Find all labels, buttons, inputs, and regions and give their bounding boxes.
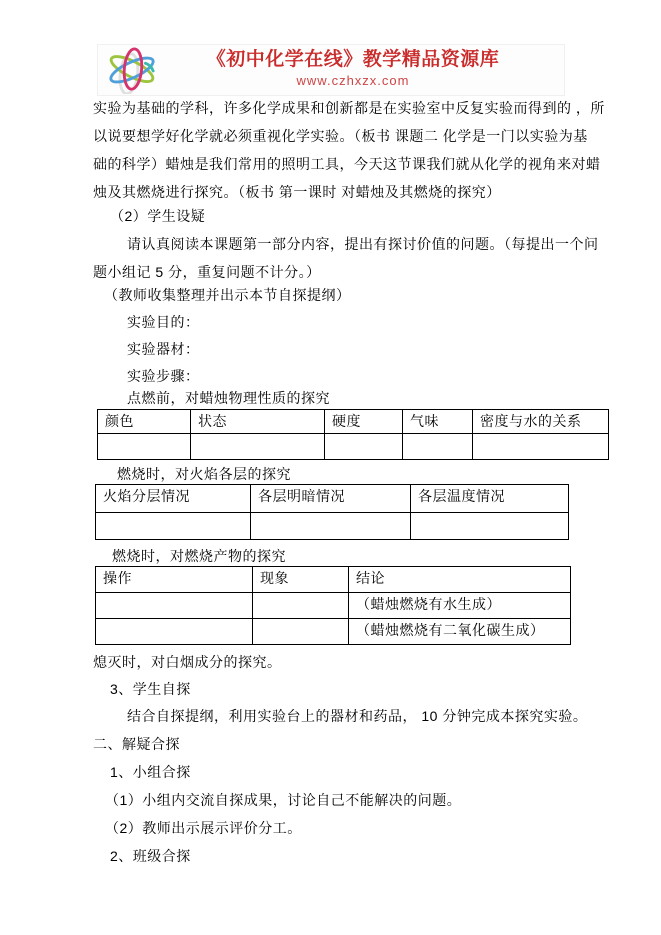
site-title: 《初中化学在线》教学精品资源库 xyxy=(206,49,500,70)
empty-cell xyxy=(473,434,609,460)
table-header-cell: 火焰分层情况 xyxy=(96,485,251,513)
empty-cell xyxy=(411,513,569,540)
conclusion-cell: （蜡烛燃烧有水生成） xyxy=(349,593,571,619)
note-teacher-collects: （教师收集整理并出示本节自探提纲） xyxy=(104,287,351,303)
label-experiment-steps: 实验步骤： xyxy=(127,368,200,384)
heading-class-exploration: 2、班级合探 xyxy=(110,848,191,864)
label-experiment-purpose: 实验目的： xyxy=(127,314,200,330)
empty-cell xyxy=(403,434,473,460)
site-url: www.czhxzx.com xyxy=(296,73,410,88)
paragraph-line: 以说要想学好化学就必须重视化学实验。（板书 课题二 化学是一门以实验为基 xyxy=(93,128,588,144)
paragraph-line: 结合自探提纲，利用实验台上的器材和药品， 10 分钟完成本探究实验。 xyxy=(127,708,588,724)
table-header-cell: 现象 xyxy=(253,567,349,593)
empty-cell xyxy=(96,593,253,619)
heading-student-self-exploration: 3、学生自探 xyxy=(110,681,191,697)
paragraph-line: 题小组记 5 分，重复问题不计分。） xyxy=(93,264,321,280)
conclusion-cell: （蜡烛燃烧有二氧化碳生成） xyxy=(349,619,571,645)
empty-cell xyxy=(253,619,349,645)
heading-student-questioning: （2）学生设疑 xyxy=(110,208,206,224)
table-header-cell: 密度与水的关系 xyxy=(473,410,609,434)
empty-cell xyxy=(251,513,411,540)
atom-logo-icon xyxy=(103,46,161,94)
empty-cell xyxy=(325,434,403,460)
heading-group-exploration: 1、小组合探 xyxy=(110,764,191,780)
caption-extinguish-smoke: 熄灭时，对白烟成分的探究。 xyxy=(93,654,282,670)
label-experiment-equipment: 实验器材： xyxy=(127,341,200,357)
header-text-block xyxy=(168,48,538,90)
paragraph-line: 请认真阅读本课题第一部分内容，提出有探讨价值的问题。（每提出一个问 xyxy=(127,236,599,252)
table-header-cell: 状态 xyxy=(191,410,325,434)
table-header-cell: 结论 xyxy=(349,567,571,593)
paragraph-line: 实验为基础的学科，许多化学成果和创新都是在实验室中反复实验而得到的 ，所 xyxy=(93,100,605,116)
table-header-cell: 各层明暗情况 xyxy=(251,485,411,513)
combustion-products-table xyxy=(95,566,571,645)
empty-cell xyxy=(253,593,349,619)
caption-flame-layers: 燃烧时，对火焰各层的探究 xyxy=(117,466,291,482)
empty-cell xyxy=(96,619,253,645)
flame-layers-table xyxy=(95,484,569,540)
site-header xyxy=(97,44,565,96)
heading-section-two: 二、解疑合探 xyxy=(93,736,180,752)
caption-combustion-products: 燃烧时，对燃烧产物的探究 xyxy=(112,548,286,564)
empty-cell xyxy=(191,434,325,460)
table-header-cell: 各层温度情况 xyxy=(411,485,569,513)
list-item: （2）教师出示展示评价分工。 xyxy=(105,820,302,836)
paragraph-line: 烛及其燃烧进行探究。（板书 第一课时 对蜡烛及其燃烧的探究） xyxy=(93,184,501,200)
empty-cell xyxy=(98,434,191,460)
table-header-cell: 气味 xyxy=(403,410,473,434)
paragraph-line: 础的科学）蜡烛是我们常用的照明工具，今天这节课我们就从化学的视角来对蜡 xyxy=(93,156,601,172)
physical-properties-table xyxy=(97,409,609,460)
table-header-cell: 硬度 xyxy=(325,410,403,434)
empty-cell xyxy=(96,513,251,540)
caption-before-lighting: 点燃前，对蜡烛物理性质的探究 xyxy=(127,390,330,406)
list-item: （1）小组内交流自探成果，讨论自己不能解决的问题。 xyxy=(105,792,462,808)
table-header-cell: 颜色 xyxy=(98,410,191,434)
table-header-cell: 操作 xyxy=(96,567,253,593)
